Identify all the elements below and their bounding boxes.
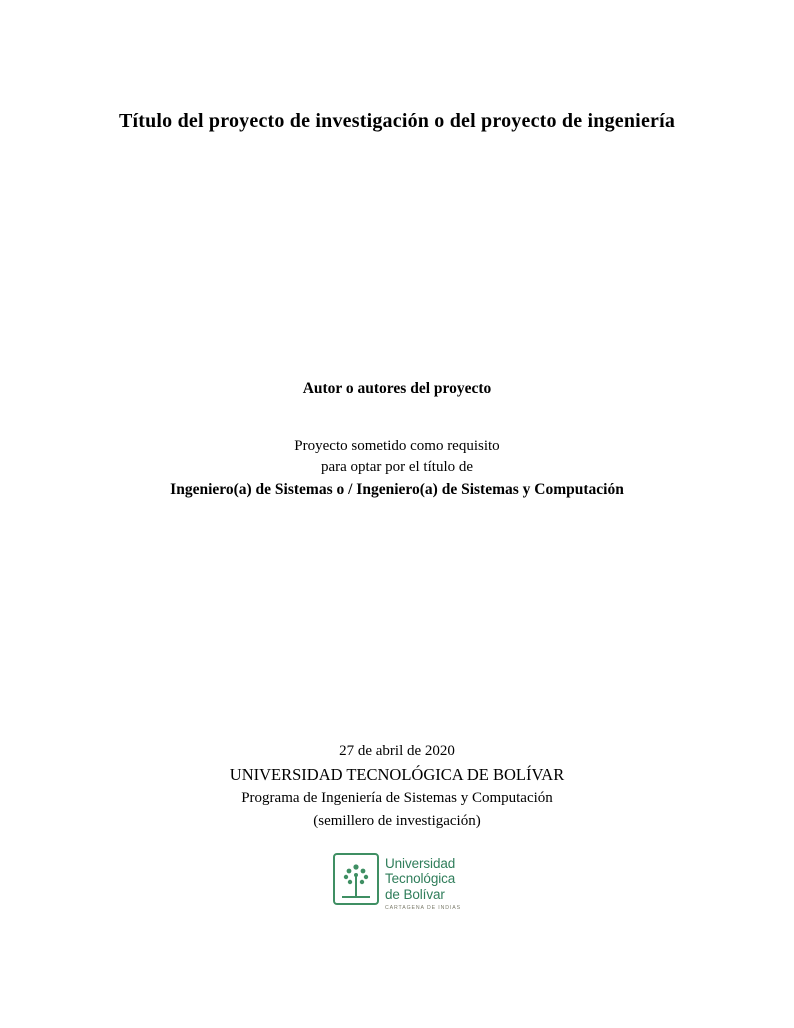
logo-line-2: Tecnológica <box>385 871 456 887</box>
note-line: (semillero de investigación) <box>313 812 481 829</box>
university-line: UNIVERSIDAD TECNOLÓGICA DE BOLÍVAR <box>229 764 565 784</box>
university-logo <box>0 853 794 911</box>
submission-block <box>0 436 794 501</box>
logo-group <box>333 853 461 911</box>
footer-block <box>0 740 794 832</box>
logo-line-1: Universidad <box>385 856 456 871</box>
submission-line-3: Ingeniero(a) de Sistemas o / Ingeniero(a) de Sistemas y Computación <box>170 480 624 498</box>
submission-line-1: Proyecto sometido como requisito <box>294 438 500 454</box>
authors-line: Autor o autores del proyecto <box>302 380 492 397</box>
page-title: Título del proyecto de investigación o del proyecto de ingeniería <box>118 110 676 132</box>
logo-line-3: de Bolívar <box>385 886 445 902</box>
logo-wordmark <box>385 853 461 911</box>
logo-line-4: CARTAGENA DE INDIAS <box>385 904 461 911</box>
program-line: Programa de Ingeniería de Sistemas y Computación <box>241 790 553 807</box>
date-line: 27 de abril de 2020 <box>339 743 455 759</box>
utb-tree-icon <box>333 853 379 905</box>
submission-line-2: para optar por el título de <box>320 459 474 476</box>
